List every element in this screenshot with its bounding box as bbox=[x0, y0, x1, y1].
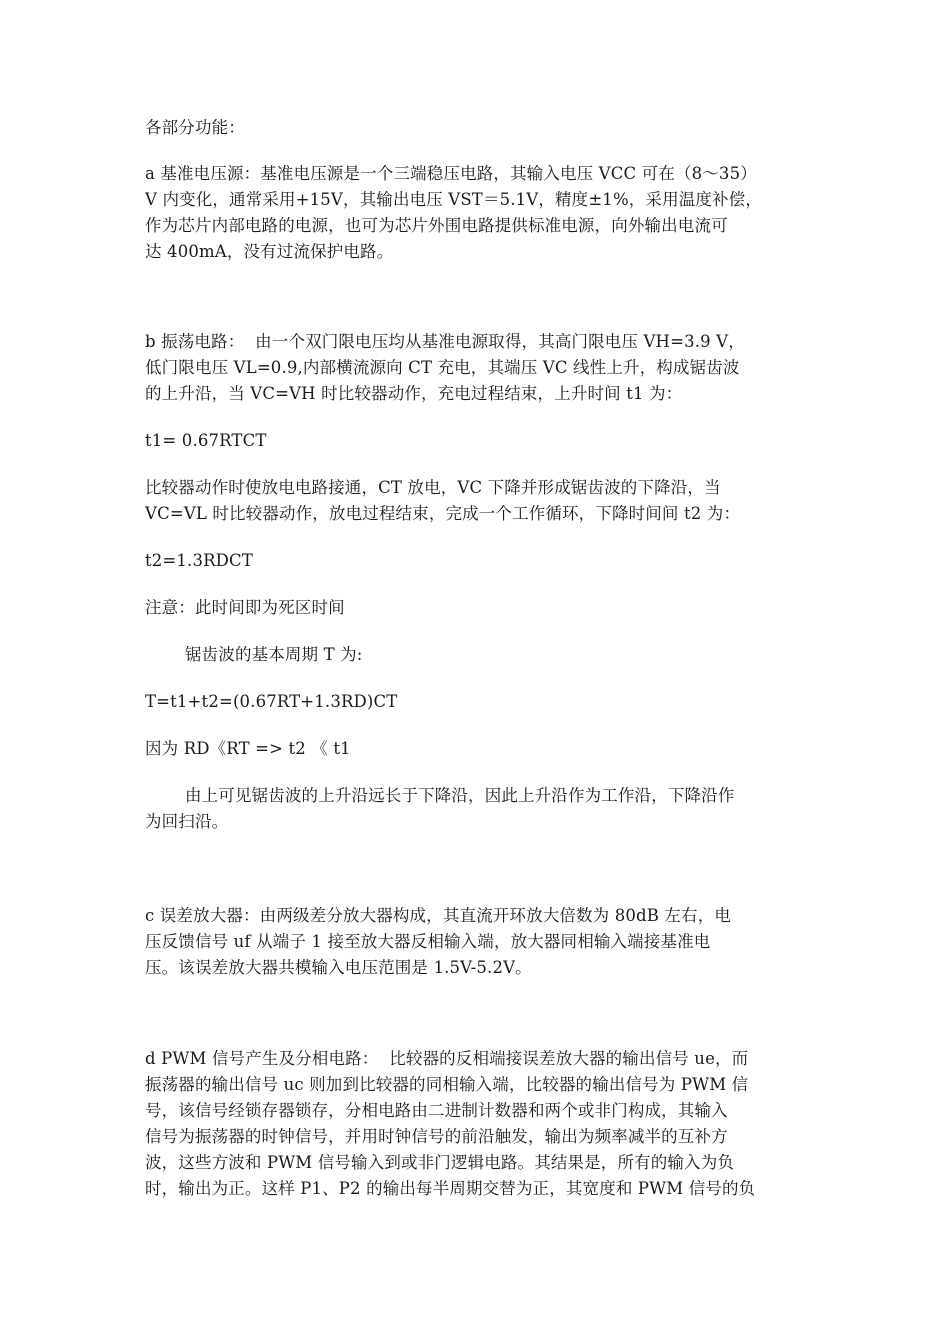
section-b-discharge-line: VC=VL 时比较器动作，放电过程结束，完成一个工作循环，下降时间间 t2 为： bbox=[145, 504, 741, 523]
section-b-line: 的上升沿，当 VC=VH 时比较器动作，充电过程结束，上升时间 t1 为： bbox=[145, 384, 683, 403]
section-d-line: 波，这些方波和 PWM 信号输入到或非门逻辑电路。其结果是，所有的输入为负 bbox=[145, 1153, 734, 1172]
section-b-line: 低门限电压 VL=0.9,内部横流源向 CT 充电，其端压 VC 线性上升，构成锯齿波 bbox=[145, 358, 740, 377]
section-d-line: 时，输出为正。这样 P1、P2 的输出每半周期交替为正，其宽度和 PWM 信号的负 bbox=[145, 1179, 756, 1198]
section-d-line: d PWM 信号产生及分相电路： 比较器的反相端接误差放大器的输出信号 ue，而 bbox=[145, 1049, 749, 1068]
section-a-line: 达 400mA，没有过流保护电路。 bbox=[145, 242, 394, 261]
section-d-line: 信号为振荡器的时钟信号，并用时钟信号的前沿触发，输出为频率减半的互补方 bbox=[145, 1127, 728, 1146]
dead-time-note: 注意：此时间即为死区时间 bbox=[145, 598, 345, 617]
period-intro: 锯齿波的基本周期 T 为: bbox=[185, 645, 363, 664]
section-a-line: V 内变化，通常采用+15V，其输出电压 VST＝5.1V，精度±1%，采用温度补偿， bbox=[145, 190, 762, 209]
formula-t2: t2=1.3RDCT bbox=[145, 551, 253, 570]
formula-period: T=t1+t2=(0.67RT+1.3RD)CT bbox=[145, 692, 398, 711]
section-c-line: c 误差放大器：由两级差分放大器构成，其直流开环放大倍数为 80dB 左右，电 bbox=[145, 906, 732, 925]
formula-t1: t1= 0.67RTCT bbox=[145, 431, 267, 450]
conclusion-line: 为回扫沿。 bbox=[145, 812, 229, 831]
section-a-line: 作为芯片内部电路的电源，也可为芯片外围电路提供标准电源，向外输出电流可 bbox=[145, 216, 728, 235]
section-c-line: 压。该误差放大器共模输入电压范围是 1.5V-5.2V。 bbox=[145, 958, 532, 977]
section-d-line: 振荡器的输出信号 uc 则加到比较器的同相输入端，比较器的输出信号为 PWM 信 bbox=[145, 1075, 749, 1094]
section-d-line: 号，该信号经锁存器锁存，分相电路由二进制计数器和两个或非门构成，其输入 bbox=[145, 1101, 728, 1120]
section-b-line: b 振荡电路： 由一个双门限电压均从基准电源取得，其高门限电压 VH=3.9 V， bbox=[145, 332, 745, 351]
conclusion-line: 由上可见锯齿波的上升沿远长于下降沿，因此上升沿作为工作沿，下降沿作 bbox=[185, 786, 735, 805]
section-a-line: a 基准电压源：基准电压源是一个三端稳压电路，其输入电压 VCC 可在（8～35） bbox=[145, 164, 757, 183]
section-heading: 各部分功能： bbox=[145, 118, 245, 137]
section-c-line: 压反馈信号 uf 从端子 1 接至放大器反相输入端，放大器同相输入端接基准电 bbox=[145, 932, 711, 951]
relation-line: 因为 RD《RT => t2 《 t1 bbox=[145, 739, 351, 758]
section-b-discharge-line: 比较器动作时使放电电路接通，CT 放电，VC 下降并形成锯齿波的下降沿，当 bbox=[145, 478, 721, 497]
